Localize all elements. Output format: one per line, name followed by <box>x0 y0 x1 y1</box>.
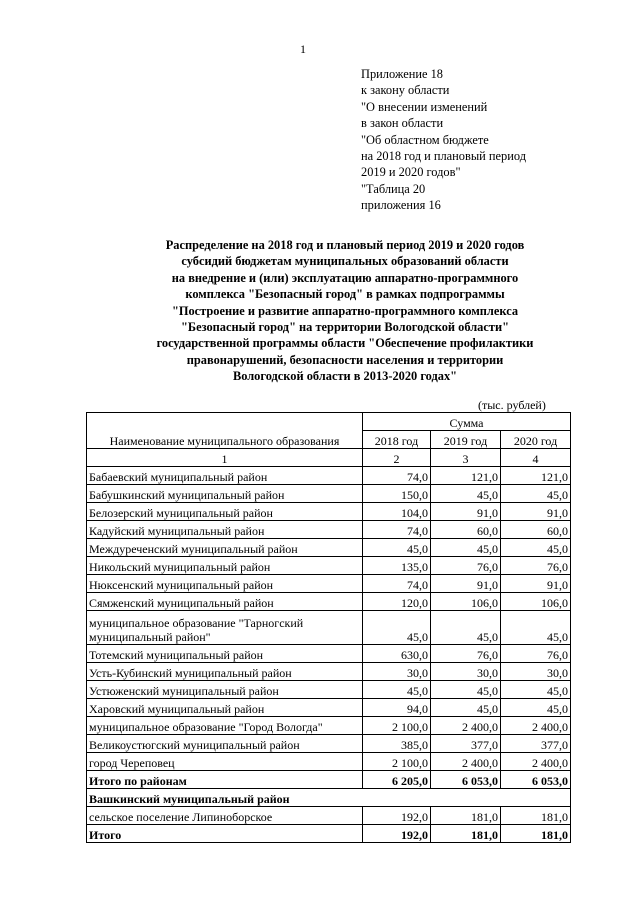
total-label: Итого <box>87 825 363 843</box>
value-2020: 60,0 <box>501 521 571 539</box>
table-row <box>87 611 571 645</box>
header-year: 2019 год <box>431 431 501 449</box>
title-line: комплекса "Безопасный город" в рамках подпрограммы <box>185 287 505 302</box>
value-2020: 181,0 <box>501 807 571 825</box>
table-row <box>87 753 571 771</box>
value-2018: 94,0 <box>363 699 431 717</box>
municipality-name: сельское поселение Липиноборское <box>87 807 363 825</box>
value-2018: 150,0 <box>363 485 431 503</box>
value-2019: 45,0 <box>431 485 501 503</box>
value-2020: 76,0 <box>501 645 571 663</box>
municipality-name: Никольский муниципальный район <box>87 557 363 575</box>
value-2020: 45,0 <box>501 485 571 503</box>
value-2020: 91,0 <box>501 503 571 521</box>
table-row <box>87 539 571 557</box>
value-2020: 2 400,0 <box>501 753 571 771</box>
value-2020: 45,0 <box>501 611 571 645</box>
value-2020: 45,0 <box>501 539 571 557</box>
value-2018: 74,0 <box>363 575 431 593</box>
value-2018: 104,0 <box>363 503 431 521</box>
appendix-line: Приложение 18 <box>361 67 443 81</box>
table-row <box>87 663 571 681</box>
value-2018: 6 205,0 <box>363 771 431 789</box>
value-2019: 91,0 <box>431 575 501 593</box>
municipality-name: муниципальное образование "Город Вологда" <box>87 717 363 735</box>
municipality-name: Тотемский муниципальный район <box>87 645 363 663</box>
table-row <box>87 467 571 485</box>
appendix-line: "Таблица 20 <box>361 181 426 196</box>
value-2018: 2 100,0 <box>363 753 431 771</box>
table-row <box>87 717 571 735</box>
value-2019: 2 400,0 <box>431 717 501 735</box>
value-2020: 45,0 <box>501 681 571 699</box>
title-line: государственной программы области "Обеспечение профилактики <box>156 336 534 351</box>
municipality-name-line: муниципальный район" <box>89 630 211 644</box>
title-line: Распределение на 2018 год и плановый период 2019 и 2020 годов <box>165 238 525 252</box>
table-row <box>87 593 571 611</box>
value-2018: 630,0 <box>363 645 431 663</box>
value-2018: 135,0 <box>363 557 431 575</box>
value-2019: 76,0 <box>431 557 501 575</box>
municipality-name: Белозерский муниципальный район <box>87 503 363 521</box>
header-year: 2018 год <box>363 431 431 449</box>
value-2018: 385,0 <box>363 735 431 753</box>
subtotal-row <box>87 771 571 789</box>
value-2020: 91,0 <box>501 575 571 593</box>
value-2018: 45,0 <box>363 681 431 699</box>
section-header: Вашкинский муниципальный район <box>87 789 571 807</box>
appendix-reference <box>361 66 526 214</box>
subsidies-table <box>86 412 571 843</box>
value-2019: 45,0 <box>431 681 501 699</box>
municipality-name: Харовский муниципальный район <box>87 699 363 717</box>
subtotal-label: Итого по районам <box>87 771 363 789</box>
appendix-line: на 2018 год и плановый период <box>361 149 526 164</box>
value-2018: 192,0 <box>363 807 431 825</box>
value-2018: 2 100,0 <box>363 717 431 735</box>
appendix-line: "Об областном бюджете <box>361 132 489 147</box>
title-line: "Безопасный город" на территории Вологодской области" <box>181 320 509 335</box>
value-2020: 76,0 <box>501 557 571 575</box>
value-2018: 45,0 <box>363 611 431 645</box>
value-2019: 6 053,0 <box>431 771 501 789</box>
column-number: 3 <box>431 449 501 467</box>
column-number: 2 <box>363 449 431 467</box>
value-2018: 74,0 <box>363 521 431 539</box>
value-2020: 6 053,0 <box>501 771 571 789</box>
value-2019: 181,0 <box>431 807 501 825</box>
title-line: "Построение и развитие аппаратно-программного комплекса <box>171 303 519 318</box>
municipality-name: Бабаевский муниципальный район <box>87 467 363 485</box>
header-sum: Сумма <box>363 413 571 431</box>
table-row <box>87 645 571 663</box>
appendix-line: в закон области <box>361 116 444 131</box>
header-name: Наименование муниципального образования <box>87 413 363 449</box>
value-2019: 30,0 <box>431 663 501 681</box>
appendix-line: 2019 и 2020 годов" <box>361 165 461 180</box>
value-2018: 192,0 <box>363 825 431 843</box>
appendix-line: приложения 16 <box>361 198 441 213</box>
value-2019: 76,0 <box>431 645 501 663</box>
title-line: правонарушений, безопасности населения и территории <box>186 352 504 367</box>
title-line: на внедрение и (или) эксплуатацию аппаратно-программного <box>171 270 519 285</box>
value-2020: 181,0 <box>501 825 571 843</box>
section-header-row <box>87 789 571 807</box>
value-2019: 45,0 <box>431 539 501 557</box>
title-line: субсидий бюджетам муниципальных образований области <box>181 254 509 269</box>
table-row <box>87 681 571 699</box>
value-2019: 45,0 <box>431 611 501 645</box>
table-row <box>87 521 571 539</box>
value-2019: 121,0 <box>431 467 501 485</box>
value-2019: 181,0 <box>431 825 501 843</box>
municipality-name: Междуреченский муниципальный район <box>87 539 363 557</box>
value-2018: 74,0 <box>363 467 431 485</box>
table-row <box>87 575 571 593</box>
table-row <box>87 807 571 825</box>
value-2020: 106,0 <box>501 593 571 611</box>
value-2019: 60,0 <box>431 521 501 539</box>
municipality-name: Устюженский муниципальный район <box>87 681 363 699</box>
table-row <box>87 503 571 521</box>
document-title <box>80 237 610 385</box>
table-row <box>87 485 571 503</box>
appendix-line: к закону области <box>361 83 450 98</box>
header-year: 2020 год <box>501 431 571 449</box>
value-2018: 30,0 <box>363 663 431 681</box>
value-2018: 45,0 <box>363 539 431 557</box>
value-2020: 121,0 <box>501 467 571 485</box>
value-2019: 106,0 <box>431 593 501 611</box>
municipality-name-line: муниципальное образование "Тарногский <box>89 616 304 630</box>
column-number: 1 <box>87 449 363 467</box>
value-2019: 377,0 <box>431 735 501 753</box>
value-2020: 377,0 <box>501 735 571 753</box>
value-2020: 45,0 <box>501 699 571 717</box>
column-numbers-row <box>87 449 571 467</box>
total-row <box>87 825 571 843</box>
municipality-name: Кадуйский муниципальный район <box>87 521 363 539</box>
value-2019: 91,0 <box>431 503 501 521</box>
table-header-row <box>87 413 571 431</box>
title-line: Вологодской области в 2013-2020 годах" <box>232 369 458 384</box>
table-row <box>87 699 571 717</box>
column-number: 4 <box>501 449 571 467</box>
municipality-name: Усть-Кубинский муниципальный район <box>87 663 363 681</box>
municipality-name <box>87 611 363 645</box>
value-2019: 2 400,0 <box>431 753 501 771</box>
municipality-name: Бабушкинский муниципальный район <box>87 485 363 503</box>
municipality-name: Сямженский муниципальный район <box>87 593 363 611</box>
municipality-name: Великоустюгский муниципальный район <box>87 735 363 753</box>
value-2019: 45,0 <box>431 699 501 717</box>
page-number: 1 <box>300 42 306 56</box>
table-row <box>87 557 571 575</box>
value-2020: 2 400,0 <box>501 717 571 735</box>
units-label: (тыс. рублей) <box>478 398 546 412</box>
appendix-line: "О внесении изменений <box>361 99 488 114</box>
municipality-name: Нюксенский муниципальный район <box>87 575 363 593</box>
value-2018: 120,0 <box>363 593 431 611</box>
table-row <box>87 735 571 753</box>
value-2020: 30,0 <box>501 663 571 681</box>
municipality-name: город Череповец <box>87 753 363 771</box>
